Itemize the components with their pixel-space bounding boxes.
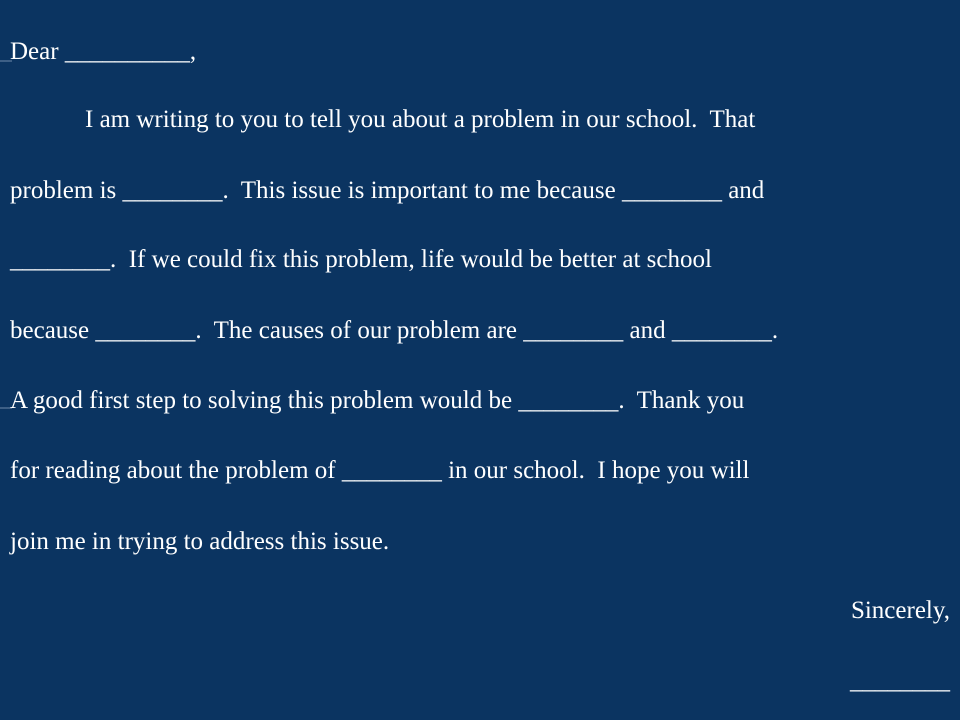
body-line-2: problem is ________. This issue is important to me because ________ and: [10, 177, 765, 204]
closing: Sincerely,: [850, 597, 950, 624]
signature-blank: ________: [850, 667, 950, 694]
body-line-6: for reading about the problem of ________ in our school. I hope you will: [10, 457, 750, 484]
body-line-7: join me in trying to address this issue.: [10, 528, 390, 555]
salutation: Dear __________,: [10, 38, 197, 65]
body-line-3: ________. If we could fix this problem, life would be better at school: [10, 246, 712, 273]
body-line-5: A good first step to solving this problem would be ________. Thank you: [10, 387, 745, 414]
body-line-4: because ________. The causes of our problem are ________ and ________.: [10, 317, 779, 344]
body-line-1: I am writing to you to tell you about a problem in our school. That: [10, 106, 756, 133]
